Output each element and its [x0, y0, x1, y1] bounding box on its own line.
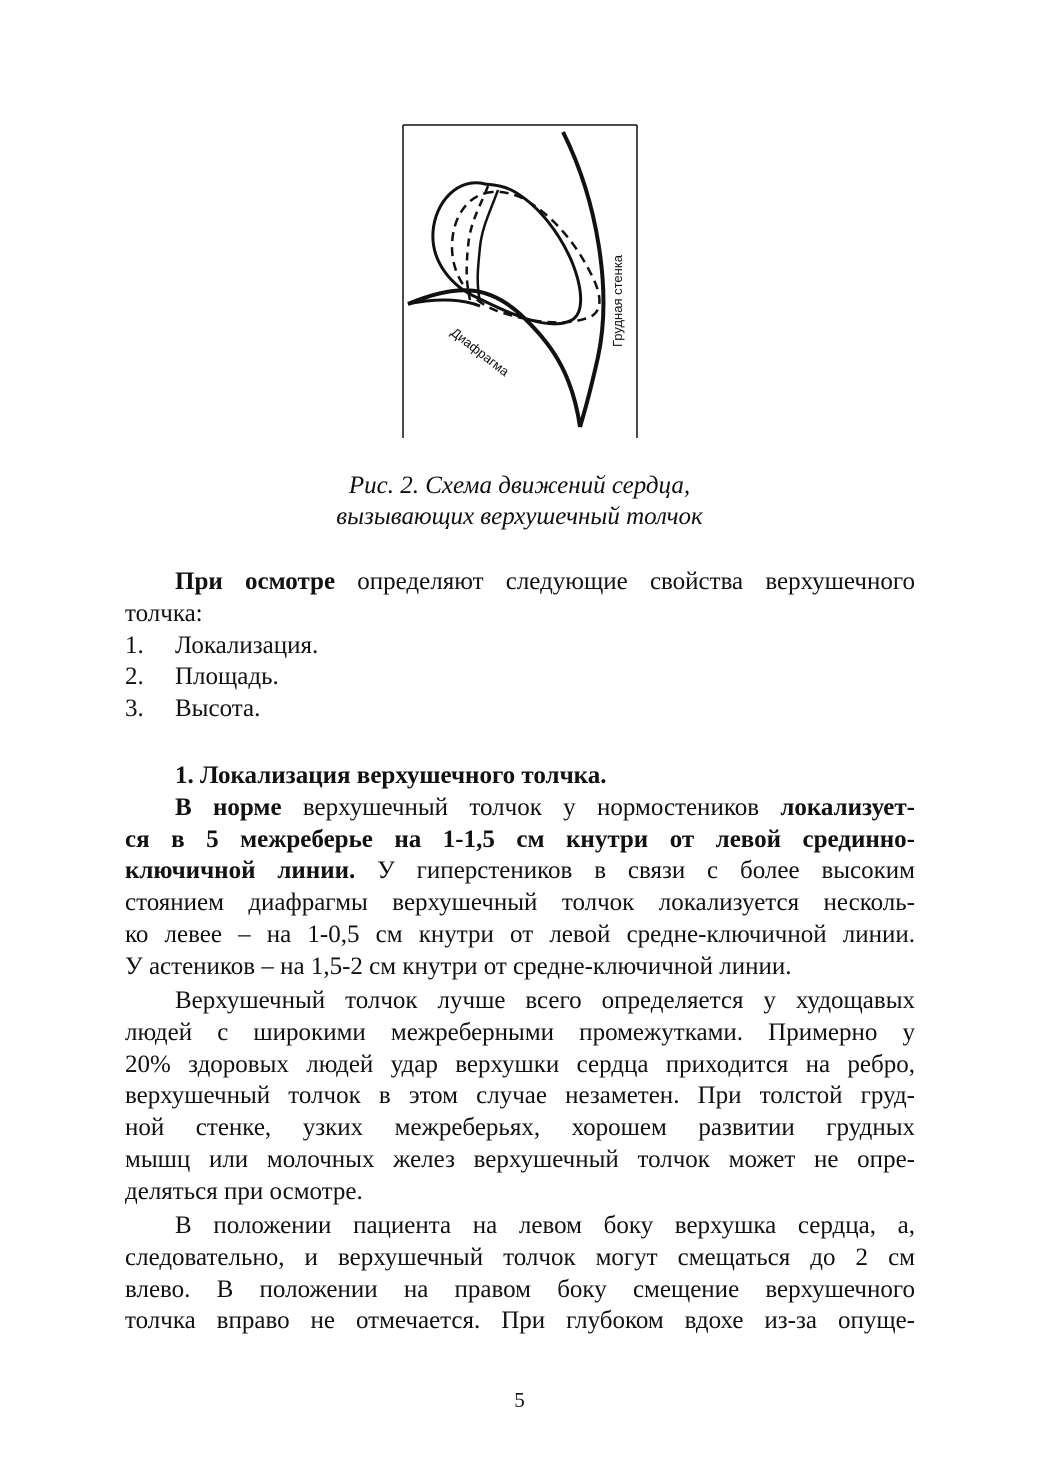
intro-paragraph [125, 566, 915, 725]
section-heading: 1. Локализация верхушечного толчка. [175, 762, 607, 789]
para1-line-3-rest: У гиперстеников в связи с более высоким [355, 857, 915, 885]
list-number: 3. [125, 695, 144, 723]
list-text: Площадь. [175, 663, 279, 691]
list-item [125, 661, 915, 693]
para1-line-5: ко левее – на 1-0,5 см кнутри от левой средне-ключичной линии. [125, 920, 915, 948]
para1-line-2: ся в 5 межреберье на 1-1,5 см кнутри от левой срединно- [125, 825, 915, 853]
caption-line-2: вызывающих верхушечный толчок [336, 503, 703, 530]
para2-line-3: 20% здоровых людей удар верхушки сердца приходится на ребро, [125, 1050, 915, 1078]
intro-line-2: толчка: [125, 599, 203, 627]
intro-line-1 [125, 566, 915, 598]
para1-line-6: У астеников – на 1,5-2 см кнутри от средне-ключичной линии. [125, 952, 792, 980]
para2-line-7: деляться при осмотре. [125, 1177, 363, 1205]
diaphragm-upper-edge [408, 300, 480, 306]
para1-mid: верхушечный толчок у нормостеников [281, 793, 781, 821]
diaphragm-label: Диафрагма [448, 324, 513, 380]
para3-line-3: влево. В положении на правом боку смещение верхушечного [125, 1275, 915, 1303]
para2-line-4: верхушечный толчок в этом случае незаметен. При толстой груд- [125, 1082, 915, 1110]
para1-line-3 [125, 855, 915, 887]
para3-line-2: следовательно, и верхушечный толчок могут смещаться до 2 см [125, 1243, 915, 1271]
para2 [125, 985, 915, 1208]
intro-rest: определяют следующие свойства верхушечного [335, 568, 915, 595]
intro-bold: При осмотре [175, 568, 336, 595]
list-text: Локализация. [175, 631, 319, 659]
list-number: 1. [125, 631, 144, 659]
list-number: 2. [125, 663, 144, 691]
page-number: 5 [514, 1388, 525, 1412]
para2-line-5: ной стенке, узких межреберьях, хорошем развитии грудных [125, 1114, 915, 1142]
heart-movement-figure [400, 122, 640, 440]
septum-solid [478, 190, 498, 302]
para1-line-4: стоянием диафрагмы верхушечный толчок локализуется несколь- [125, 889, 915, 917]
caption-line-1: Рис. 2. Схема движений сердца, [348, 472, 691, 499]
para2-line-1: Верхушечный толчок лучше всего определяется у худощавых [175, 987, 915, 1014]
para3-line-1: В положении пациента на левом боку верхушка сердца, а, [175, 1212, 915, 1239]
section-localization [125, 760, 915, 983]
para3-line-4: толчка вправо не отмечается. При глубоком вдохе из-за опуще- [125, 1307, 915, 1335]
para2-line-2: людей с широкими межреберными промежутками. Примерно у [125, 1018, 915, 1046]
chest-wall-label: Грудная стенка [610, 254, 625, 347]
heart-diagram [400, 122, 640, 440]
list-item [125, 693, 915, 725]
list-text: Высота. [175, 695, 261, 723]
para1-bold-localized: локализует- [780, 793, 915, 821]
para3 [125, 1210, 915, 1337]
para1-line-1 [125, 792, 915, 824]
para1-bold-line: ключичной линии. [125, 857, 356, 885]
para1-bold-norm: В норме [175, 793, 282, 821]
figure-caption [0, 470, 1039, 532]
list-item [125, 630, 915, 662]
para2-line-6: мышц или молочных желез верхушечный толчок может не опре- [125, 1145, 915, 1173]
